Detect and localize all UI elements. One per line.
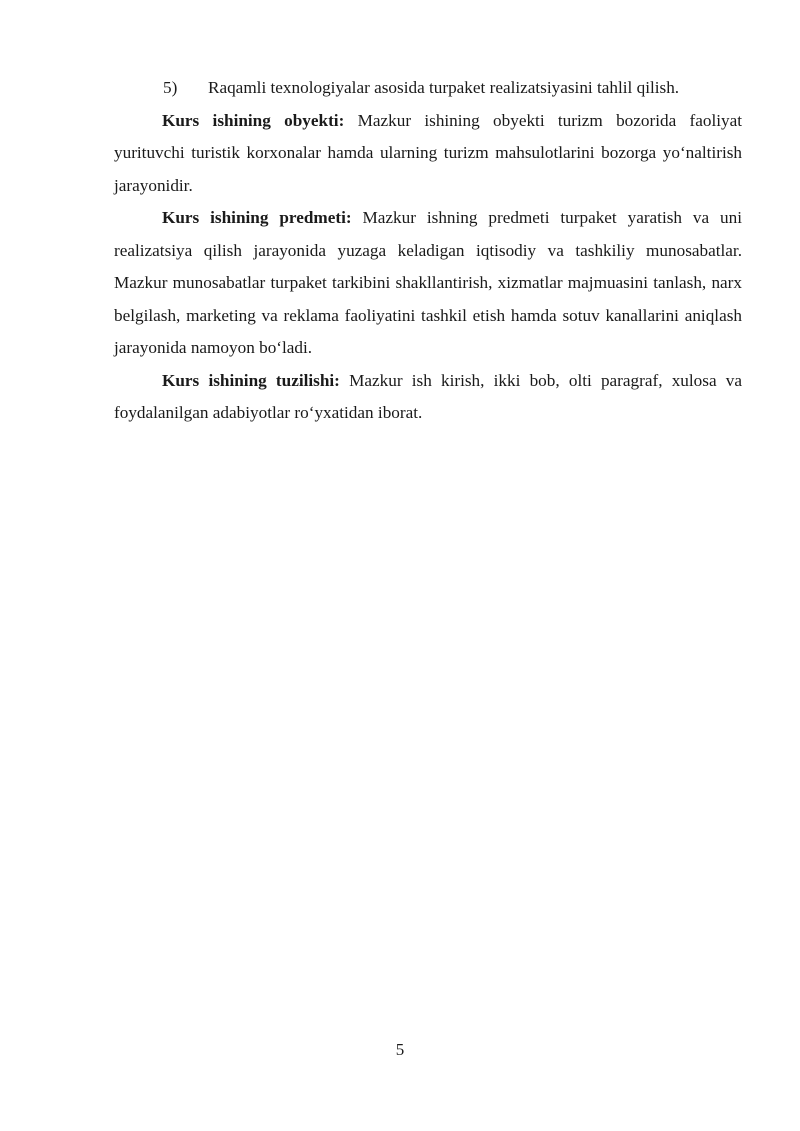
paragraph-body-subject: Mazkur ishning predmeti turpaket yaratish va uni realizatsiya qilish jarayonida yuzaga keladigan iqtisodiy va tashkiliy munosabatlar. Mazkur munosabatlar turpaket tarkibini shakllantirish, xizmatlar majmuasini tanlash, narx belgilash, marketing va reklama faoliyatini tashkil etish hamda sotuv kanallarini aniqlash jarayonida namoyon bo‘ladi.	[114, 208, 743, 357]
paragraph-heading-object: Kurs ishining obyekti:	[162, 110, 345, 130]
paragraph-heading-structure: Kurs ishining tuzilishi:	[162, 370, 340, 390]
list-item-number: 5)	[163, 78, 178, 97]
paragraph-object	[114, 105, 742, 203]
page-number: 5	[395, 1040, 405, 1059]
page-body	[114, 72, 742, 430]
paragraph-structure	[114, 365, 742, 430]
paragraph-subject	[114, 202, 742, 365]
paragraph-body-object: Mazkur ishining obyekti turizm bozorida faoliyat yurituvchi turistik korxonalar hamda ularning turizm mahsulotlarini bozorga yo‘naltirish jarayonidir.	[114, 110, 742, 195]
paragraph-heading-subject: Kurs ishining predmeti:	[162, 208, 352, 227]
list-item-5	[114, 72, 742, 105]
list-item-text: Raqamli texnologiyalar asosida turpaket realizatsiyasini tahlil qilish.	[208, 78, 680, 97]
paragraph-body-structure: Mazkur ish kirish, ikki bob, olti paragraf, xulosa va foydalanilgan adabiyotlar ro‘yxatidan iborat.	[114, 370, 742, 422]
